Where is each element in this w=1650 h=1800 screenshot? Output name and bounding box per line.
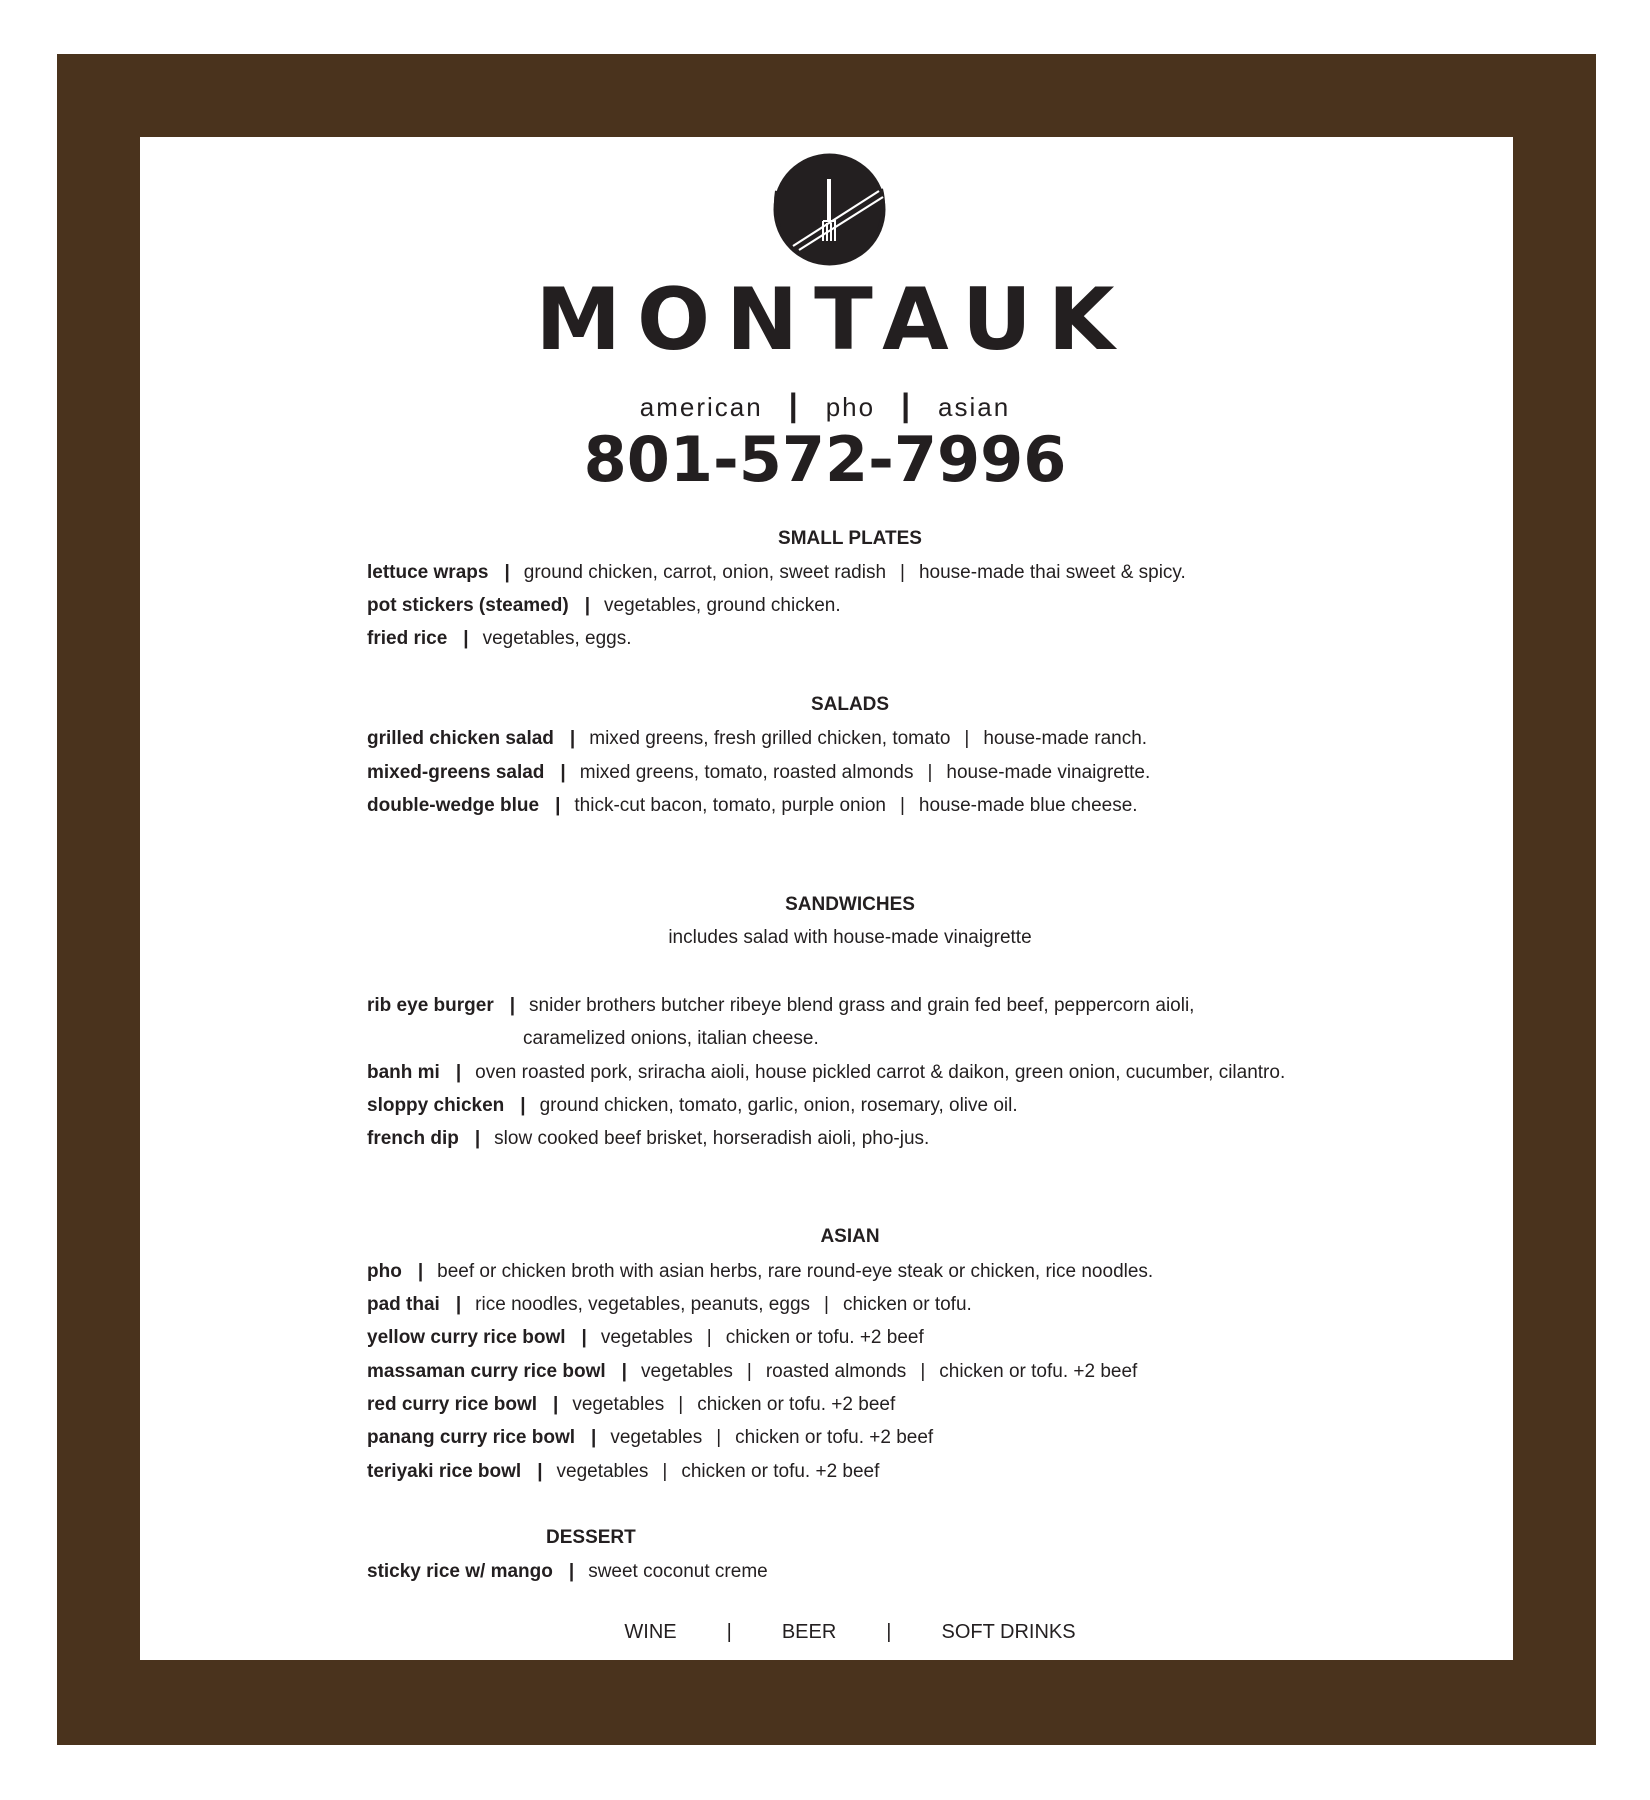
menu-item: banh mi | oven roasted pork, sriracha aioli, house pickled carrot & daikon, green onion, cucumber, cilantro.	[367, 1062, 1286, 1083]
menu-item: lettuce wraps | ground chicken, carrot, onion, sweet radish | house-made thai sweet & spicy.	[367, 562, 1186, 583]
drink-soft-drinks: SOFT DRINKS	[941, 1621, 1076, 1643]
menu-item: sticky rice w/ mango | sweet coconut creme	[367, 1561, 768, 1582]
section-title-dessert: DESSERT	[546, 1527, 636, 1548]
menu-item: pho | beef or chicken broth with asian herbs, rare round-eye steak or chicken, rice noodles.	[367, 1261, 1154, 1282]
tagline-american: american	[639, 392, 763, 422]
drink-beer: BEER	[781, 1621, 837, 1643]
menu-item: sloppy chicken | ground chicken, tomato, garlic, onion, rosemary, olive oil.	[367, 1095, 1018, 1116]
phone-number[interactable]: 801-572-7996	[583, 423, 1067, 496]
menu-item: teriyaki rice bowl | vegetables | chicken or tofu. +2 beef	[367, 1461, 880, 1482]
drinks-row: WINE | BEER | SOFT DRINKS	[624, 1621, 1076, 1643]
menu-item: pad thai | rice noodles, vegetables, peanuts, eggs | chicken or tofu.	[367, 1294, 972, 1315]
drink-wine: WINE	[624, 1621, 677, 1643]
menu-item: french dip | slow cooked beef brisket, horseradish aioli, pho-jus.	[367, 1128, 930, 1149]
chopsticks-fork-icon	[771, 151, 888, 268]
section-title-small-plates: SMALL PLATES	[778, 528, 922, 549]
restaurant-name: MONTAUK	[535, 270, 1131, 370]
menu-item: red curry rice bowl | vegetables | chicken or tofu. +2 beef	[367, 1394, 896, 1415]
menu-item: yellow curry rice bowl | vegetables | chicken or tofu. +2 beef	[367, 1327, 924, 1348]
tagline-asian: asian	[938, 392, 1011, 422]
menu-item: massaman curry rice bowl | vegetables | roasted almonds | chicken or tofu. +2 beef	[367, 1361, 1138, 1382]
menu-item: double-wedge blue | thick-cut bacon, tomato, purple onion | house-made blue cheese.	[367, 795, 1138, 816]
menu-item: grilled chicken salad | mixed greens, fresh grilled chicken, tomato | house-made ranch.	[367, 728, 1148, 749]
menu-item: panang curry rice bowl | vegetables | chicken or tofu. +2 beef	[367, 1427, 934, 1448]
section-note: includes salad with house-made vinaigrette	[668, 927, 1032, 948]
section-title-sandwiches: SANDWICHES	[785, 894, 915, 915]
section-title-salads: SALADS	[810, 694, 890, 715]
menu-item: mixed-greens salad | mixed greens, tomato, roasted almonds | house-made vinaigrette.	[367, 762, 1151, 783]
section-title-asian: ASIAN	[820, 1226, 880, 1247]
menu-item: pot stickers (steamed) | vegetables, ground chicken.	[367, 595, 841, 616]
menu-item-continuation: caramelized onions, italian cheese.	[523, 1028, 819, 1049]
menu-item: fried rice | vegetables, eggs.	[367, 628, 632, 649]
tagline: american | pho | asian	[639, 387, 1011, 423]
menu-item: rib eye burger | snider brothers butcher ribeye blend grass and grain fed beef, peppercorn aioli,	[367, 995, 1195, 1016]
tagline-pho: pho	[825, 392, 876, 422]
